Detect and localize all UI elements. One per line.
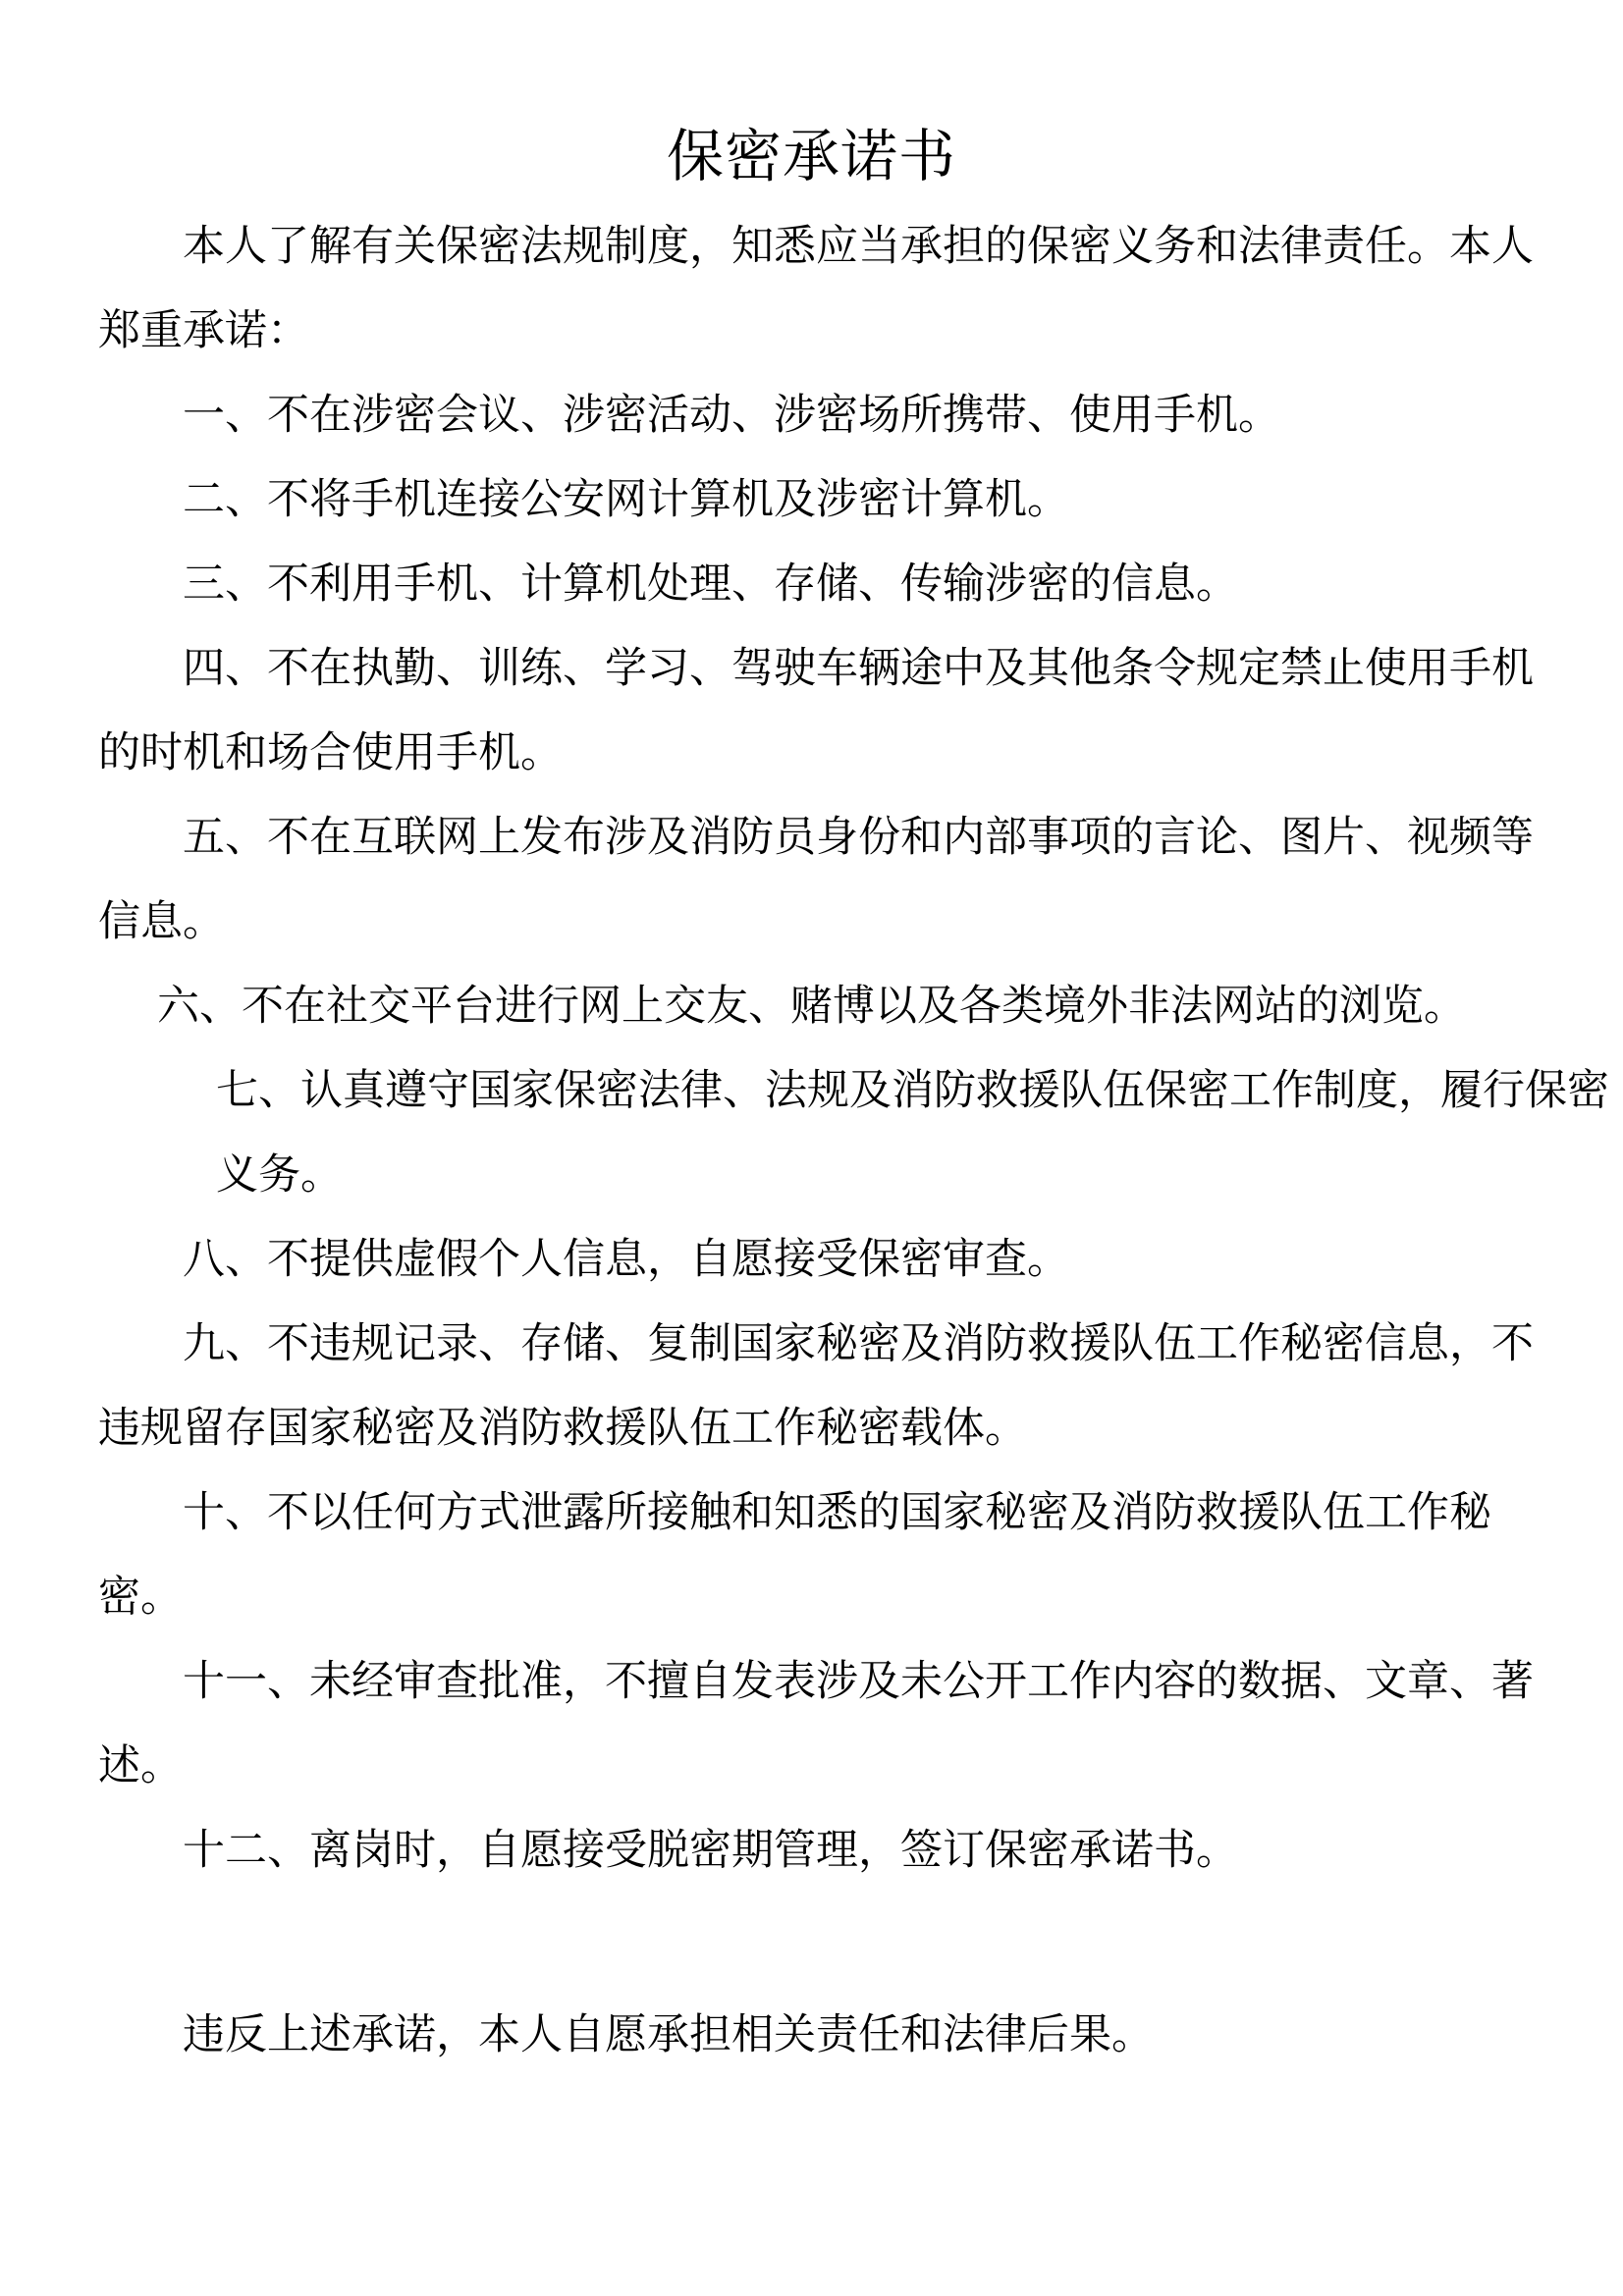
closing-statement: 违反上述承诺，本人自愿承担相关责任和法律后果。	[183, 2010, 1154, 2059]
commitment-item-5: 五、不在互联网上发布涉及消防员身份和内部事项的言论、图片、视频等信息。	[98, 813, 1534, 946]
commitment-item-10: 十、不以任何方式泄露所接触和知悉的国家秘密及消防救援队伍工作秘密。	[98, 1488, 1491, 1622]
commitment-item-2: 二、不将手机连接公安网计算机及涉密计算机。	[183, 475, 1069, 524]
intro-paragraph: 本人了解有关保密法规制度，知悉应当承担的保密义务和法律责任。本人郑重承诺：	[98, 222, 1534, 355]
commitment-item-6: 六、不在社交平台进行网上交友、赌博以及各类境外非法网站的浏览。	[157, 982, 1466, 1031]
commitment-item-7: 七、认真遵守国家保密法律、法规及消防救援队伍保密工作制度，履行保密义务。	[216, 1066, 1609, 1200]
commitment-item-11: 十一、未经审查批准，不擅自发表涉及未公开工作内容的数据、文章、著述。	[98, 1657, 1534, 1790]
document-title: 保密承诺书	[666, 123, 956, 189]
commitment-item-12: 十二、离岗时，自愿接受脱密期管理，签订保密承诺书。	[183, 1826, 1238, 1875]
commitment-item-1: 一、不在涉密会议、涉密活动、涉密场所携带、使用手机。	[183, 391, 1280, 440]
commitment-item-4: 四、不在执勤、训练、学习、驾驶车辆途中及其他条令规定禁止使用手机的时机和场合使用手机。	[98, 644, 1534, 777]
commitment-item-3: 三、不利用手机、计算机处理、存储、传输涉密的信息。	[183, 560, 1238, 609]
commitment-item-9: 九、不违规记录、存储、复制国家秘密及消防救援队伍工作秘密信息，不违规留存国家秘密及消防救援队伍工作秘密载体。	[98, 1319, 1534, 1453]
commitment-item-8: 八、不提供虚假个人信息，自愿接受保密审查。	[183, 1235, 1069, 1284]
